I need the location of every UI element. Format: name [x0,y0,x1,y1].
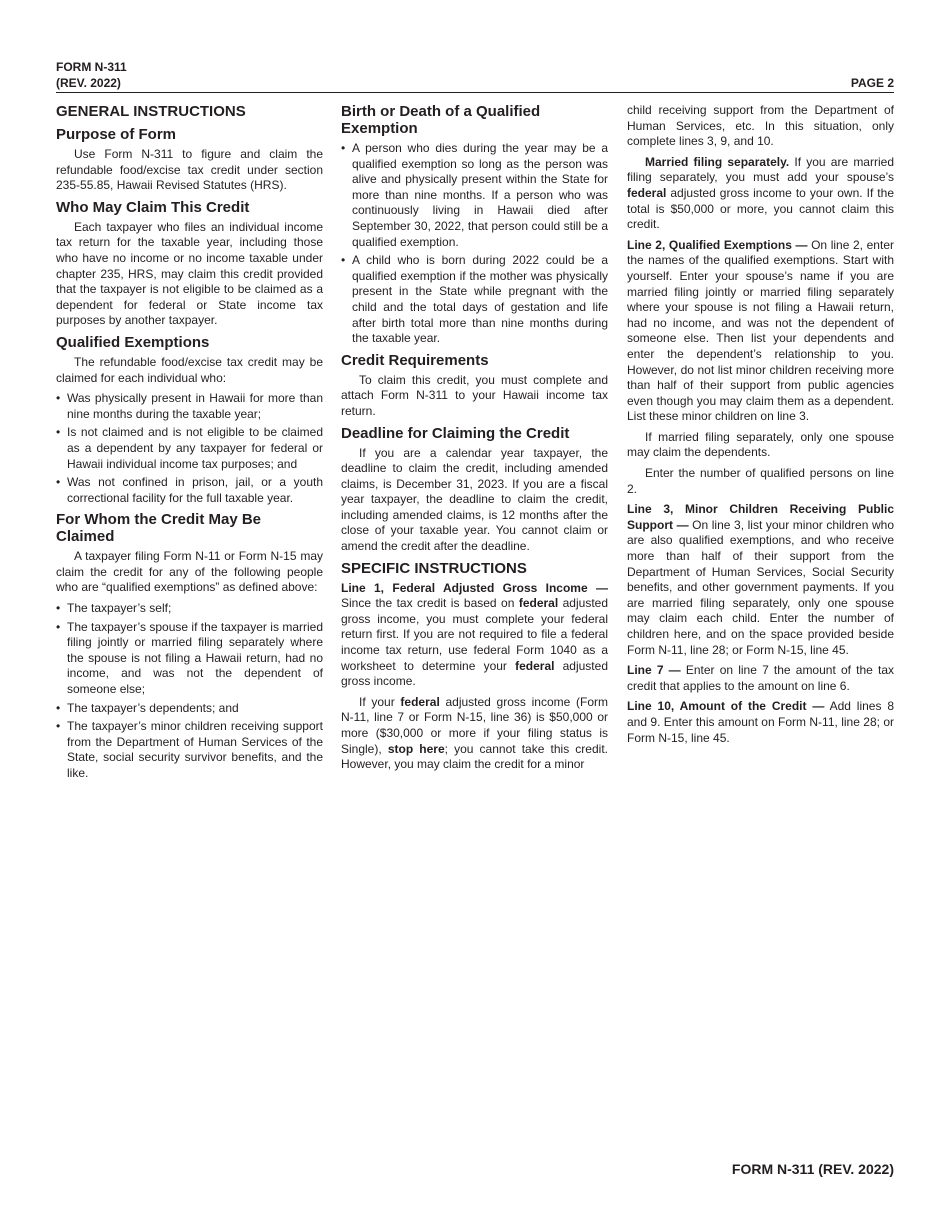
specific-instructions-heading: SPECIFIC INSTRUCTIONS [341,559,527,577]
list-item: • Was not confined in prison, jail, or a youth correctional facility for the full taxable year. [56,475,323,506]
married-filing-separately-label: Married filing separately. [645,154,790,169]
general-instructions-heading: GENERAL INSTRUCTIONS [56,103,246,120]
list-item: • Was physically present in Hawaii for more than nine months during the taxable year; [56,391,323,422]
stop-here: stop here [387,741,445,756]
line-3-paragraph: Line 3, Minor Children Receiving Public Support — On line 3, list your minor children who are also qualified exemptions, and who receive more than half of their support from the Department of Human Services, Social Security benefits, and other government payments. If you are married filing separately, only one spouse may claim each child. Enter the number of children here, and on the space provided beside Form N-11, line 28; or Form N-15, line 45. [627,502,894,657]
line-3-label: Line 3, Minor Children Receiving Public Support — [627,502,894,532]
form-header [56,59,127,91]
list-item: • The taxpayer’s dependents; and [56,701,323,717]
form-footer: FORM N-311 (REV. 2022) [731,1161,894,1177]
purpose-heading: Purpose of Form [56,126,177,143]
line-2-paragraph: Line 2, Qualified Exemptions — On line 2, enter the names of the qualified exemptions. Start with yourself. Enter your spouse’s name if you are married filing jointly or married filing separately where your spouse is not filing a Hawaii return, had no income, and was not the dependent of someone else. Then list your dependents and enter the dependent’s relationship to you. However, do not list minor children receiving more than half of their support from public agencies even though you may claim them as a dependent. List these minor children on line 3. [627,237,894,424]
qualified-exemptions-heading: Qualified Exemptions [56,333,210,351]
deadline-heading: Deadline for Claiming the Credit [341,424,570,442]
line-7-label: Line 7 — [627,663,681,678]
birth-death-list [341,141,608,347]
page-number: PAGE 2 [850,76,894,90]
for-whom-intro: A taxpayer filing Form N-11 or Form N-15 may claim the credit for any of the following people who are “qualified exemptions” as defined above: [56,549,323,595]
list-item: • A child who is born during 2022 could be a qualified exemption if the mother was physically present in the State while pregnant with the child and the total days of gestation and life after birth total more than nine months during the taxable year. [341,253,608,347]
purpose-text: Use Form N-311 to figure and claim the refundable food/excise tax credit under section 235-55.85, Hawaii Revised Statutes (HRS). [56,147,323,193]
credit-requirements-heading: Credit Requirements [341,351,489,369]
line-2-label: Line 2, Qualified Exemptions — [627,237,808,252]
who-may-claim-heading: Who May Claim This Credit [56,198,250,216]
list-item: • The taxpayer’s spouse if the taxpayer is married filing jointly or married filing separately where the spouse is not filing a Hawaii return, had no income, and was not the dependent of someone else; [56,620,323,698]
birth-death-heading: Birth or Death of a Qualified Exemption [341,103,541,137]
married-filing-separately-paragraph: Married filing separately. If you are married filing separately, you must add your spouse’s federal adjusted gross income to your own. If the total is $50,000 or more, you cannot claim this credit. [627,154,894,232]
list-item: • The taxpayer’s minor children receiving support from the Department of Human Services of the State, social security survivor benefits, and the like. [56,719,323,781]
list-item: • Is not claimed and is not eligible to be claimed as a dependent by any taxpayer for federal or Hawaii individual income tax purposes; and [56,425,323,472]
agi-limit-paragraph: If your federal adjusted gross income (Form N-11, line 7 or Form N-15, line 36) is $50,000 or more ($30,000 or more if your filing status is Single), stop here; you cannot take this credit. However, you may claim the credit for a minor [341,694,608,772]
line-10-label: Line 10, Amount of the Credit — [627,699,825,714]
column-3 [627,103,894,751]
line-7-paragraph: Line 7 — Enter on line 7 the amount of the tax credit that applies to the amount on line 6. [627,663,894,693]
line-2-enter-text: Enter the number of qualified persons on line 2. [627,466,894,496]
line-1-label: Line 1, Federal Adjusted Gross Income — [341,580,608,595]
qualified-exemptions-list [56,391,323,506]
header-rule [56,92,894,93]
deadline-text: If you are a calendar year taxpayer, the deadline to claim the credit, including amended claims, is December 31, 2023. If you are a fiscal year taxpayer, the deadline to claim the credit, including amended claims, is 12 months after the close of your taxable year. You cannot claim or amend the credit after the deadline. [341,445,608,554]
form-number: FORM N-311 [56,60,127,74]
credit-requirements-text: To claim this credit, you must complete and attach Form N-311 to your Hawaii income tax return. [341,372,608,418]
line-10-paragraph: Line 10, Amount of the Credit — Add lines 8 and 9. Enter this amount on Form N-11, line 28; or Form N-15, line 45. [627,699,894,745]
qualified-exemptions-intro: The refundable food/excise tax credit may be claimed for each individual who: [56,354,323,385]
continued-text: child receiving support from the Department of Human Services, etc. In this situation, only complete lines 3, 9, and 10. [627,103,894,149]
for-whom-list [56,601,323,782]
column-2 [341,103,608,778]
for-whom-heading: For Whom the Credit May Be Claimed [56,511,262,546]
column-1 [56,103,323,787]
line-1-paragraph: Line 1, Federal Adjusted Gross Income — Since the tax credit is based on federal adjusted gross income, you must complete your federal return first. If you are not required to file a federal income tax return, use federal Form 1040 as a worksheet to determine your federal adjusted gross income. [341,580,608,689]
form-revision: (REV. 2022) [56,76,121,90]
line-2-separate-text: If married filing separately, only one spouse may claim the dependents. [627,429,894,460]
list-item: • The taxpayer’s self; [56,601,323,617]
who-may-claim-text: Each taxpayer who files an individual income tax return for the taxable year, including those who have no income or no income taxable under chapter 235, HRS, may claim this credit provided that the taxpayer is not eligible to be claimed as a dependent for federal or State income tax purposes by another taxpayer. [56,219,323,328]
list-item: • A person who dies during the year may be a qualified exemption so long as the person was alive and physically present within the State for more than nine months. If a person who was continuously living in Hawaii died after September 30, 2022, that person could still be a qualified exemption. [341,141,608,250]
